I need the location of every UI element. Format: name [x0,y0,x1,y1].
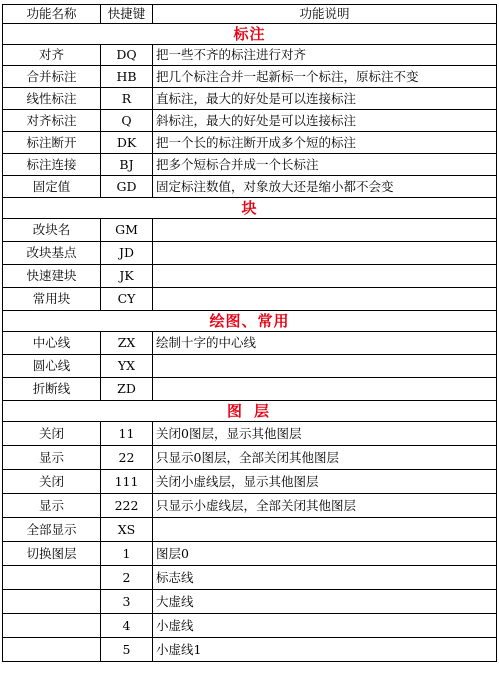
cell-desc: 关闭0图层，显示其他图层 [153,422,497,446]
cell-name: 圆心线 [3,355,101,378]
cell-key: GD [101,176,153,198]
cell-key: 22 [101,446,153,470]
cell-desc: 把一些不齐的标注进行对齐 [153,45,497,66]
cell-desc [153,288,497,311]
cell-desc: 关闭小虚线层，显示其他图层 [153,470,497,494]
cell-name: 快速建块 [3,265,101,288]
cell-key: R [101,88,153,110]
header-name: 功能名称 [3,5,101,24]
shortcut-table [2,4,497,662]
table-row [3,422,497,446]
cell-key: DQ [101,45,153,66]
cell-name: 标注连接 [3,154,101,176]
cell-key: 11 [101,422,153,446]
table-row [3,355,497,378]
section-row-block [3,198,497,219]
cell-name: 对齐 [3,45,101,66]
cell-desc: 只显示小虚线层，全部关闭其他图层 [153,494,497,518]
cell-name: 固定值 [3,176,101,198]
table-row [3,518,497,542]
cell-key: ZX [101,332,153,355]
header-key: 快捷键 [101,5,153,24]
cell-name: 关闭 [3,470,101,494]
cell-name: 对齐标注 [3,110,101,132]
table-row [3,265,497,288]
table-row [3,494,497,518]
cell-key: 3 [101,590,153,614]
table-row [3,288,497,311]
cell-name [3,566,101,590]
section-title-draw: 绘图、常用 [3,311,497,332]
cell-key: CY [101,288,153,311]
table-row [3,590,497,614]
table-row [3,45,497,66]
cell-desc: 大虚线 [153,590,497,614]
table-row [3,154,497,176]
cell-desc: 把一个长的标注断开成多个短的标注 [153,132,497,154]
cell-name [3,614,101,638]
section-row-layer [3,401,497,422]
cell-name: 关闭 [3,422,101,446]
cell-key: 2 [101,566,153,590]
cell-key: 5 [101,638,153,662]
cell-key: HB [101,66,153,88]
cell-name: 线性标注 [3,88,101,110]
cell-desc [153,518,497,542]
cell-desc: 固定标注数值，对象放大还是缩小都不会变 [153,176,497,198]
cell-key: 4 [101,614,153,638]
cell-name: 切换图层 [3,542,101,566]
cell-key: JD [101,242,153,265]
table-row [3,446,497,470]
cell-desc [153,378,497,401]
cell-key: 222 [101,494,153,518]
section-row-draw [3,311,497,332]
cell-name: 标注断开 [3,132,101,154]
table-row [3,132,497,154]
cell-key: BJ [101,154,153,176]
table-row [3,242,497,265]
table-row [3,566,497,590]
cell-key: JK [101,265,153,288]
cell-desc: 把几个标注合并一起新标一个标注，原标注不变 [153,66,497,88]
cell-desc [153,242,497,265]
cell-desc [153,219,497,242]
cell-name: 全部显示 [3,518,101,542]
cell-desc: 绘制十字的中心线 [153,332,497,355]
cell-key: 1 [101,542,153,566]
cell-desc: 只显示0图层，全部关闭其他图层 [153,446,497,470]
table-row [3,614,497,638]
cell-key: GM [101,219,153,242]
table-row [3,378,497,401]
cell-desc: 把多个短标合并成一个长标注 [153,154,497,176]
cell-desc: 斜标注，最大的好处是可以连接标注 [153,110,497,132]
cell-name [3,638,101,662]
cell-desc [153,265,497,288]
cell-name: 显示 [3,446,101,470]
table-row [3,110,497,132]
table-row [3,66,497,88]
cell-desc: 标志线 [153,566,497,590]
cell-desc: 图层0 [153,542,497,566]
table-row [3,219,497,242]
cell-desc: 小虚线1 [153,638,497,662]
table-row [3,470,497,494]
table-header-row [3,5,497,24]
table-row [3,638,497,662]
cell-name: 中心线 [3,332,101,355]
table-row [3,88,497,110]
cell-name: 显示 [3,494,101,518]
cell-key: DK [101,132,153,154]
cell-desc: 直标注，最大的好处是可以连接标注 [153,88,497,110]
cell-name: 折断线 [3,378,101,401]
cell-key: YX [101,355,153,378]
cell-key: Q [101,110,153,132]
cell-key: ZD [101,378,153,401]
cell-name: 改块基点 [3,242,101,265]
table-row [3,542,497,566]
section-row-dim [3,24,497,45]
cell-name: 合并标注 [3,66,101,88]
cell-name: 常用块 [3,288,101,311]
table-row [3,332,497,355]
cell-desc: 小虚线 [153,614,497,638]
cell-key: 111 [101,470,153,494]
header-desc: 功能说明 [153,5,497,24]
cell-name [3,590,101,614]
cell-desc [153,355,497,378]
section-title-layer: 图层 [3,401,497,422]
cell-name: 改块名 [3,219,101,242]
section-title-dim: 标注 [3,24,497,45]
section-title-block: 块 [3,198,497,219]
table-row [3,176,497,198]
cell-key: XS [101,518,153,542]
